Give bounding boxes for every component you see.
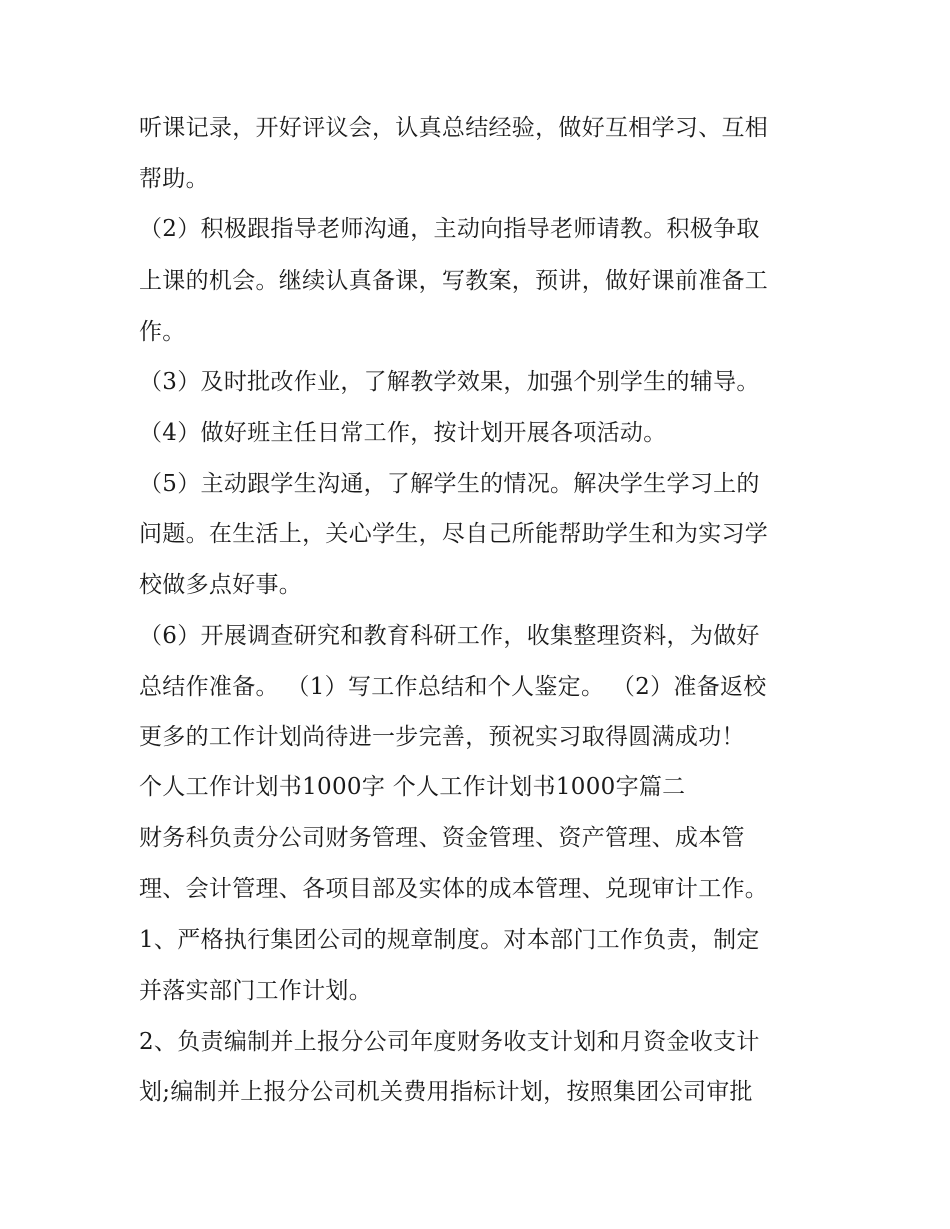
- text-line: （6）开展调查研究和教育科研工作，收集整理资料，为做好: [139, 623, 760, 649]
- text-line: 帮助。: [139, 166, 209, 192]
- text-line: 1、严格执行集团公司的规章制度。对本部门工作负责，制定: [139, 927, 760, 953]
- text-line: 财务科负责分公司财务管理、资金管理、资产管理、成本管: [139, 825, 745, 851]
- text-line: 上课的机会。继续认真备课，写教案，预讲，做好课前准备工: [139, 268, 769, 294]
- text-line: （2）积极跟指导老师沟通，主动向指导老师请教。积极争取: [139, 216, 760, 242]
- text-line: 并落实部门工作计划。: [139, 978, 372, 1004]
- text-line: 校做多点好事。: [139, 572, 303, 598]
- text-line: 更多的工作计划尚待进一步完善，预祝实习取得圆满成功！: [139, 724, 745, 750]
- text-line: 理、会计管理、各项目部及实体的成本管理、兑现审计工作。: [139, 876, 769, 902]
- text-line: 问题。在生活上，关心学生，尽自己所能帮助学生和为实习学: [139, 521, 769, 547]
- text-line: 划;编制并上报分公司机关费用指标计划，按照集团公司审批: [139, 1079, 753, 1105]
- text-line: （3）及时批改作业，了解教学效果，加强个别学生的辅导。: [139, 369, 760, 395]
- section-heading: 个人工作计划书1000字 个人工作计划书1000字篇二: [139, 774, 686, 800]
- text-line: （4）做好班主任日常工作，按计划开展各项活动。: [139, 420, 667, 446]
- text-line: 总结作准备。 （1）写工作总结和个人鉴定。 （2）准备返校: [139, 674, 767, 700]
- text-line: 2、负责编制并上报分公司年度财务收支计划和月资金收支计: [139, 1029, 760, 1055]
- text-line: 作。: [139, 319, 186, 345]
- text-line: 听课记录，开好评议会，认真总结经验，做好互相学习、互相: [139, 115, 769, 141]
- text-line: （5）主动跟学生沟通，了解学生的情况。解决学生学习上的: [139, 471, 760, 497]
